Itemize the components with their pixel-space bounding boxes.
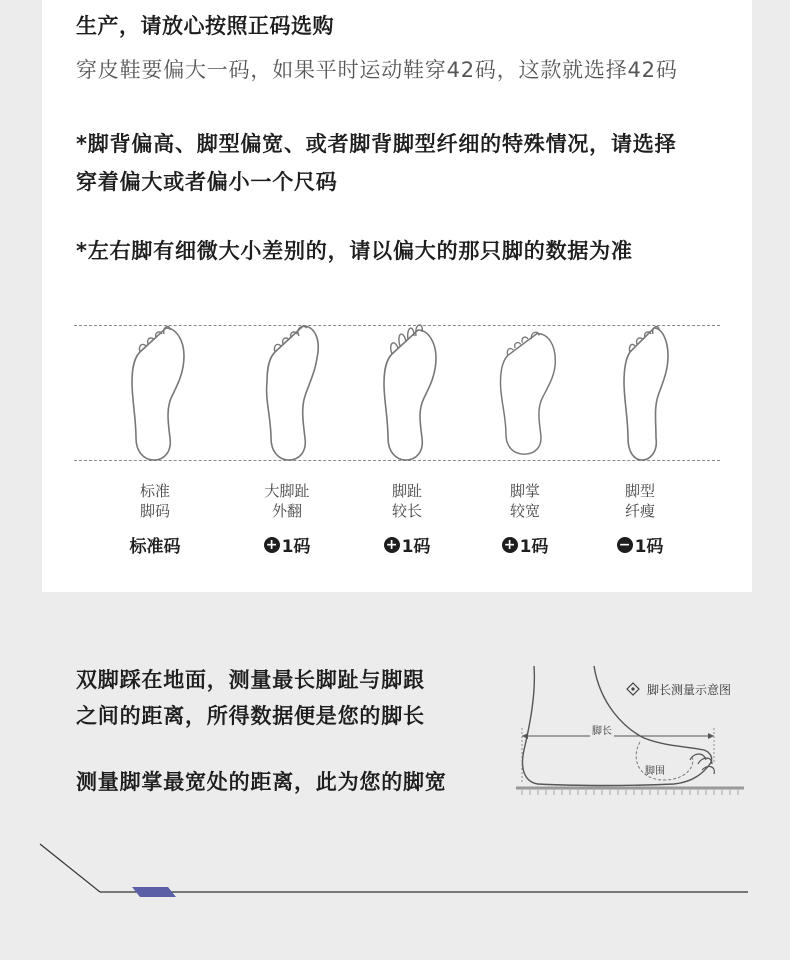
label-line-1: 脚掌 xyxy=(509,482,540,500)
label-line-1: 脚型 xyxy=(624,482,655,500)
size-recommendation xyxy=(105,532,205,557)
label-line-2: 纤瘦 xyxy=(624,502,655,520)
size-recommendation xyxy=(590,532,690,557)
size-recommendation xyxy=(237,532,337,557)
girth-label: 脚围 xyxy=(645,766,665,777)
intro-line-2: 穿皮鞋要偏大一码，如果平时运动鞋穿42码，这款就选择42码 xyxy=(76,58,678,82)
foot-bunion-icon xyxy=(259,322,323,462)
foot-type-label xyxy=(105,481,205,521)
note-1-line-2: 穿着偏大或者偏小一个尺码 xyxy=(76,170,338,194)
size-recommendation xyxy=(357,532,457,557)
foot-wide-icon xyxy=(495,322,559,462)
plus-icon: + xyxy=(384,537,400,553)
label-line-2: 较长 xyxy=(391,502,422,520)
size-text: 1码 xyxy=(519,537,549,557)
plus-icon: + xyxy=(502,537,518,553)
minus-icon: − xyxy=(617,537,633,553)
size-text: 1码 xyxy=(401,537,431,557)
label-line-2: 脚码 xyxy=(139,502,170,520)
foot-slim-icon xyxy=(612,322,676,462)
size-text: 1码 xyxy=(281,537,311,557)
decorative-divider xyxy=(0,830,790,910)
label-line-1: 标准 xyxy=(139,482,170,500)
length-label: 脚长 xyxy=(590,722,614,737)
foot-standard-icon xyxy=(124,322,188,462)
note-1-line-1: *脚背偏高、脚型偏宽、或者脚背脚型纤细的特殊情况，请选择 xyxy=(76,132,677,156)
measure-line-3: 测量脚掌最宽处的距离，此为您的脚宽 xyxy=(76,770,447,794)
label-line-2: 外翻 xyxy=(271,502,302,520)
label-line-1: 脚趾 xyxy=(391,482,422,500)
foot-type-label xyxy=(357,481,457,521)
foot-measure-diagram xyxy=(514,664,746,798)
measure-line-1: 双脚踩在地面，测量最长脚趾与脚跟 xyxy=(76,668,425,692)
intro-line-1: 生产，请放心按照正码选购 xyxy=(76,14,334,38)
note-2: *左右脚有细微大小差别的，请以偏大的那只脚的数据为准 xyxy=(76,239,633,263)
foot-type-label xyxy=(590,481,690,521)
label-line-2: 较宽 xyxy=(509,502,540,520)
foot-type-label xyxy=(237,481,337,521)
foot-type-label xyxy=(475,481,575,521)
measure-line-2: 之间的距离，所得数据便是您的脚长 xyxy=(76,704,425,728)
plus-icon: + xyxy=(264,537,280,553)
size-recommendation xyxy=(475,532,575,557)
foot-long-toes-icon xyxy=(376,322,440,462)
size-text: 标准码 xyxy=(129,537,181,557)
diagram-title: 脚长测量示意图 xyxy=(647,683,732,697)
label-line-1: 大脚趾 xyxy=(264,482,310,500)
size-text: 1码 xyxy=(634,537,664,557)
